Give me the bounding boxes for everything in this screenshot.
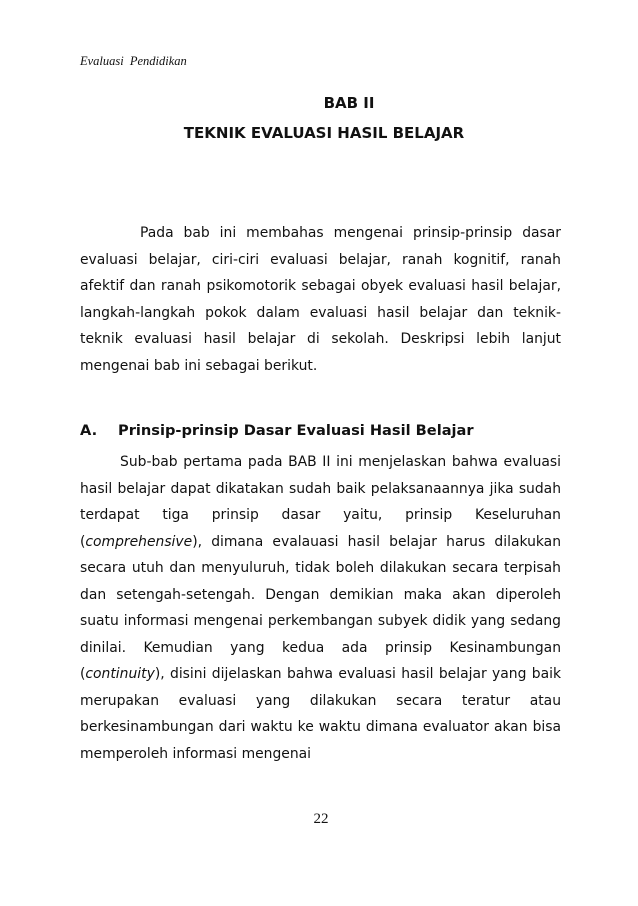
page-number: 22	[313, 811, 329, 827]
section-title: Prinsip-prinsip Dasar Evaluasi Hasil Belajar	[118, 422, 474, 439]
paragraph-text-3: ), disini dijelaskan bahwa evaluasi hasil belajar yang baik merupakan evaluasi yang dilakukan secara teratur atau berkesinambungan dari waktu ke waktu dimana evaluator akan bisa memperoleh informasi mengenai	[80, 666, 561, 762]
section-number: A.	[80, 422, 98, 439]
chapter-heading	[60, 88, 580, 148]
running-header: Evaluasi Pendidikan	[80, 54, 187, 68]
term-comprehensive: comprehensive	[85, 533, 193, 550]
intro-paragraph: Pada bab ini membahas mengenai prinsip-prinsip dasar evaluasi belajar, ciri-ciri evaluasi belajar, ranah kognitif, ranah afektif dan ranah psikomotorik sebagai obyek evaluasi hasil belajar, langkah-langkah pokok dalam evaluasi hasil belajar dan teknik-teknik evaluasi hasil belajar di sekolah. Deskripsi lebih lanjut mengenai bab ini sebagai berikut.	[80, 225, 561, 374]
term-continuity: continuity	[85, 666, 155, 682]
section-heading	[80, 422, 474, 439]
chapter-title: TEKNIK EVALUASI HASIL BELAJAR	[183, 124, 465, 142]
section-paragraph	[80, 449, 561, 767]
paragraph-text-1: Sub-bab pertama pada BAB II ini menjelaskan bahwa evaluasi hasil belajar dapat dikatakan sudah baik pelaksanaannya jika sudah terdapat tiga prinsip dasar yaitu, prinsip Keseluruhan (	[80, 454, 561, 550]
chapter-label: BAB II	[323, 94, 375, 112]
paragraph-text-2: ), dimana evalauasi hasil belajar harus dilakukan secara utuh dan menyuluruh, tidak boleh dilakukan secara terpisah dan setengah-setengah. Dengan demikian maka akan diperoleh suatu informasi mengenai perkembangan subyek didik yang sedang dinilai. Kemudian yang kedua ada prinsip Kesinambungan (	[80, 533, 561, 682]
